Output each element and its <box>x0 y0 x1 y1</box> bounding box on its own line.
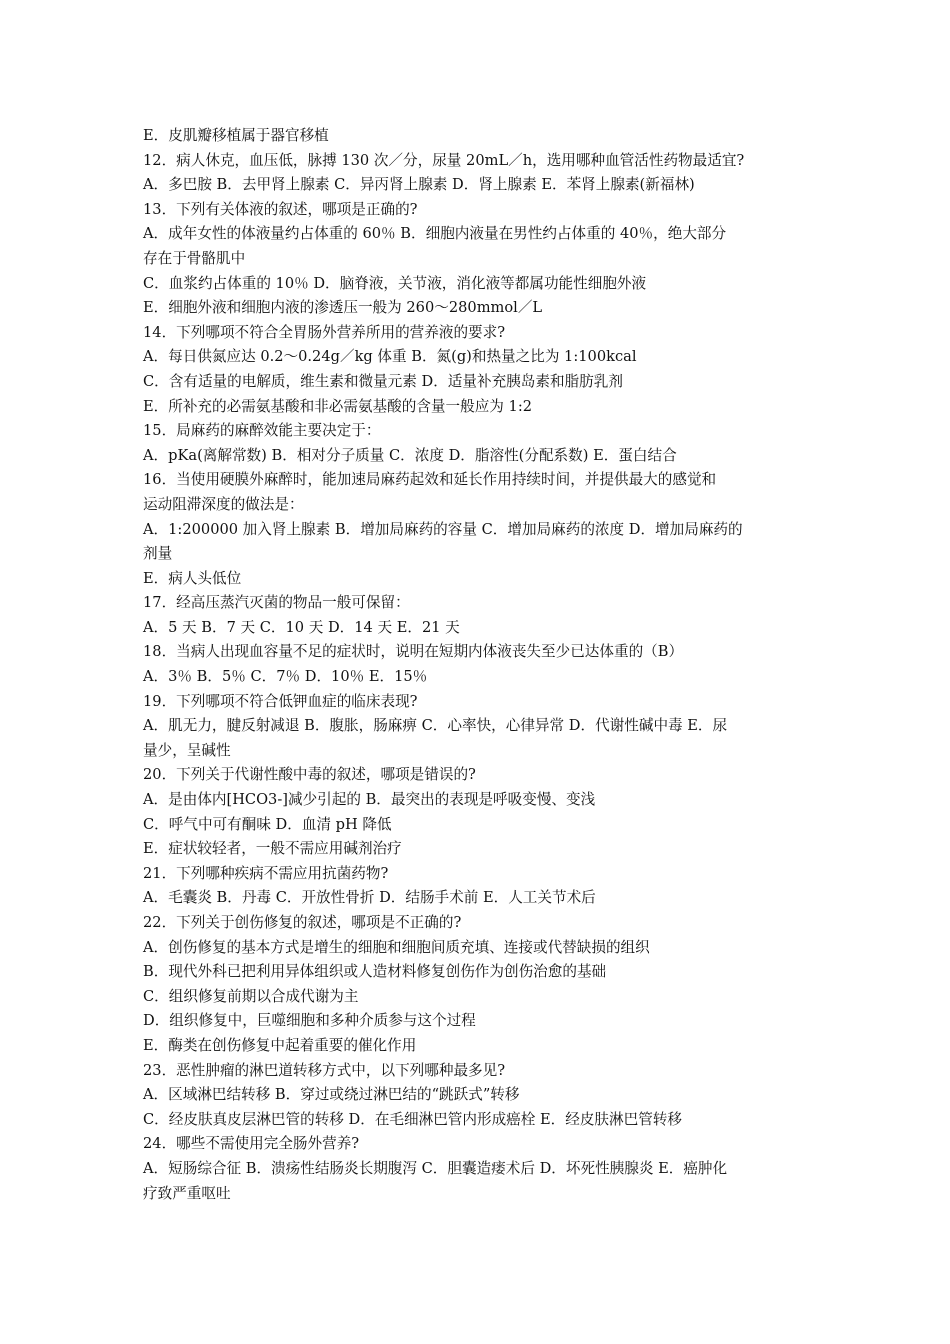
question-stem: 12．病人休克，血压低，脉搏 130 次／分，尿量 20mL／h，选用哪种血管活性药物最适宜? <box>143 151 745 169</box>
answer-options: C．含有适量的电解质，维生素和微量元素 D．适量补充胰岛素和脂肪乳剂 <box>143 372 623 390</box>
answer-options: C．呼气中可有酮味 D．血清 pH 降低 <box>143 815 392 833</box>
answer-options: B．现代外科已把利用异体组织或人造材料修复创伤作为创伤治愈的基础 <box>143 963 607 981</box>
question-stem: 23．恶性肿瘤的淋巴道转移方式中，以下列哪种最多见? <box>143 1061 506 1079</box>
answer-options: A．创伤修复的基本方式是增生的细胞和细胞间质充填、连接或代替缺损的组织 <box>143 938 650 956</box>
answer-options: A．pKa(离解常数) B．相对分子质量 C．浓度 D．脂溶性(分配系数) E．蛋白结合 <box>143 446 677 464</box>
question-stem: 16．当使用硬膜外麻醉时，能加速局麻药起效和延长作用持续时间，并提供最大的感觉和 <box>143 471 717 489</box>
question-stem: 22．下列关于创伤修复的叙述，哪项是不正确的? <box>143 914 462 931</box>
answer-options: E．症状较轻者，一般不需应用碱剂治疗 <box>143 840 402 858</box>
answer-options: A．多巴胺 B．去甲肾上腺素 C．异丙肾上腺素 D．肾上腺素 E．苯肾上腺素(新福林) <box>143 176 695 194</box>
answer-options: A．肌无力，腱反射减退 B．腹胀，肠麻痹 C．心率快，心律异常 D．代谢性碱中毒 E．尿 <box>143 717 728 735</box>
answer-options: A．5 天 B．7 天 C．10 天 D．14 天 E．21 天 <box>143 618 460 636</box>
answer-options: A．3％ B．5％ C．7％ D．10％ E．15％ <box>143 668 428 686</box>
text-line: 存在于骨骼肌中 <box>143 249 246 267</box>
document-page <box>143 124 811 1206</box>
text-line: E．皮肌瓣移植属于器官移植 <box>143 127 329 144</box>
answer-options: E．细胞外液和细胞内液的渗透压一般为 260～280mmol／L <box>143 299 543 317</box>
question-stem: 18．当病人出现血容量不足的症状时，说明在短期内体液丧失至少已达体重的（B） <box>143 643 684 661</box>
answer-options: A．区域淋巴结转移 B．穿过或绕过淋巴结的“跳跃式”转移 <box>143 1086 520 1104</box>
text-line: 量少，呈碱性 <box>143 741 231 759</box>
question-stem: 24．哪些不需使用完全肠外营养? <box>143 1135 360 1153</box>
answer-options: D．组织修复中，巨噬细胞和多种介质参与这个过程 <box>143 1012 476 1030</box>
answer-options: A．每日供氮应达 0.2～0.24g／kg 体重 B．氮(g)和热量之比为 1:100kcal <box>143 348 637 366</box>
question-stem: 13．下列有关体液的叙述，哪项是正确的? <box>143 200 418 218</box>
answer-options: C．经皮肤真皮层淋巴管的转移 D．在毛细淋巴管内形成癌栓 E．经皮肤淋巴管转移 <box>143 1110 682 1128</box>
text-line: 剂量 <box>143 545 173 563</box>
answer-options: E．所补充的必需氨基酸和非必需氨基酸的含量一般应为 1:2 <box>143 397 533 415</box>
text-line: 疗致严重呕吐 <box>143 1184 231 1202</box>
answer-options: E．酶类在创伤修复中起着重要的催化作用 <box>143 1036 417 1054</box>
question-stem: 17．经高压蒸汽灭菌的物品一般可保留： <box>143 594 410 612</box>
answer-options: C．血浆约占体重的 10％ D．脑脊液，关节液，消化液等都属功能性细胞外液 <box>143 274 647 292</box>
answer-options: A．毛囊炎 B．丹毒 C．开放性骨折 D．结肠手术前 E．人工关节术后 <box>143 889 596 907</box>
answer-options: A．短肠综合征 B．溃疡性结肠炎长期腹泻 C．胆囊造瘘术后 D．坏死性胰腺炎 E．癌肿化 <box>143 1159 728 1177</box>
answer-options: A．1:200000 加入肾上腺素 B．增加局麻药的容量 C．增加局麻药的浓度 D．增加局麻药的 <box>143 520 743 538</box>
answer-options: A．成年女性的体液量约占体重的 60％ B．细胞内液量在男性约占体重的 40％，绝大部分 <box>143 225 727 243</box>
answer-options: C．组织修复前期以合成代谢为主 <box>143 987 359 1005</box>
question-stem: 14．下列哪项不符合全胃肠外营养所用的营养液的要求? <box>143 323 506 341</box>
answer-options: E．病人头低位 <box>143 569 242 587</box>
question-stem: 19．下列哪项不符合低钾血症的临床表现? <box>143 692 418 710</box>
text-line: 运动阻滞深度的做法是： <box>143 495 304 513</box>
question-stem: 20．下列关于代谢性酸中毒的叙述，哪项是错误的? <box>143 766 476 784</box>
question-stem: 15．局麻药的麻醉效能主要决定于： <box>143 422 381 440</box>
answer-options: A．是由体内[HCO3-]减少引起的 B．最突出的表现是呼吸变慢、变浅 <box>143 791 596 809</box>
question-stem: 21．下列哪种疾病不需应用抗菌药物? <box>143 864 389 882</box>
